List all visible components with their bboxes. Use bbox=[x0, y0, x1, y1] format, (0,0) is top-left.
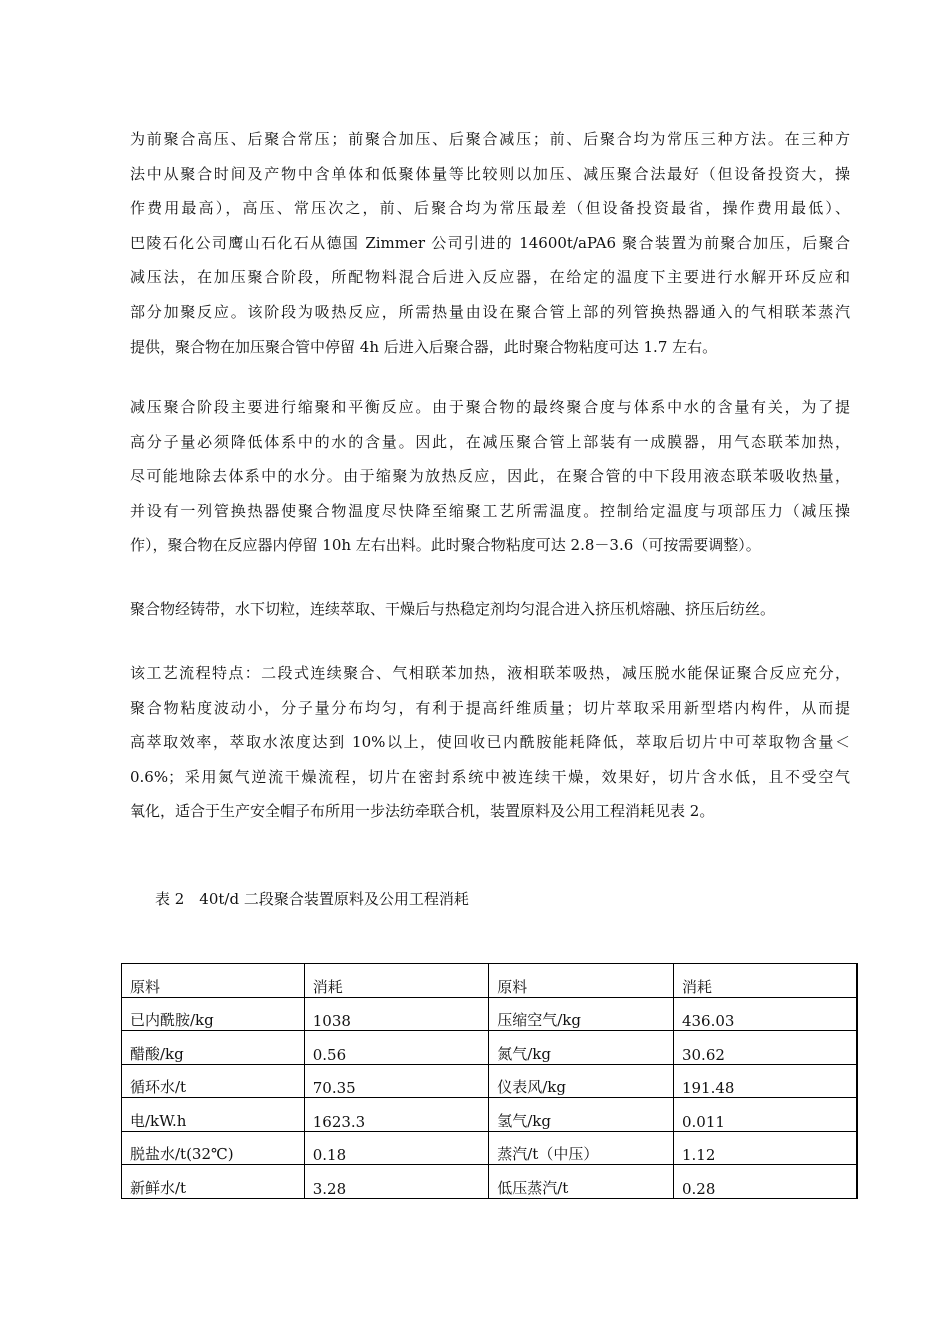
text-line: 法中从聚合时间及产物中含单体和低聚体量等比较则以加压、减压聚合法最好（但设备投资大，操 bbox=[130, 164, 850, 183]
text-line: 减压聚合阶段主要进行缩聚和平衡反应。由于聚合物的最终聚合度与体系中水的含量有关，为了提 bbox=[130, 398, 850, 416]
text-line: 为前聚合高压、后聚合常压；前聚合加压、后聚合减压；前、后聚合均为常压三种方法。在三种方 bbox=[130, 130, 850, 148]
text-line: 氧化，适合于生产安全帽子布所用一步法纺牵联合机，装置原料及公用工程消耗见表 2。 bbox=[130, 802, 715, 821]
table-row bbox=[122, 997, 858, 1031]
material-cell: 氮气/kg bbox=[489, 1031, 674, 1065]
paragraph-casting-spinning bbox=[130, 592, 850, 627]
material-cell: 低压蒸汽/t bbox=[489, 1165, 674, 1199]
consumption-cell: 30.62 bbox=[673, 1031, 857, 1065]
material-cell: 醋酸/kg bbox=[122, 1031, 305, 1065]
paragraph-process-features bbox=[130, 656, 850, 829]
text-line: 聚合物经铸带，水下切粒，连续萃取、干燥后与热稳定剂均匀混合进入挤压机熔融、挤压后纺丝。 bbox=[130, 600, 776, 618]
material-cell: 脱盐水/t(32℃) bbox=[122, 1131, 305, 1165]
material-cell: 已内酰胺/kg bbox=[122, 997, 305, 1031]
text-line: 尽可能地除去体系中的水分。由于缩聚为放热反应，因此，在聚合管的中下段用液态联苯吸收热量， bbox=[130, 467, 850, 486]
text-line: 提供，聚合物在加压聚合管中停留 4h 后进入后聚合器，此时聚合物粘度可达 1.7 左右。 bbox=[130, 337, 718, 356]
material-cell: 循环水/t bbox=[122, 1064, 305, 1098]
text-line: 减压法，在加压聚合阶段，所配物料混合后进入反应器，在给定的温度下主要进行水解开环反应和 bbox=[130, 268, 850, 287]
consumption-cell: 0.28 bbox=[673, 1165, 857, 1199]
consumption-cell: 0.18 bbox=[304, 1131, 489, 1165]
text-line: 高萃取效率，萃取水浓度达到 10%以上，使回收已内酰胺能耗降低，萃取后切片中可萃取物含量＜ bbox=[130, 733, 850, 752]
header-cell: 消耗 bbox=[304, 964, 489, 998]
table-row bbox=[122, 1064, 858, 1098]
text-line: 聚合物粘度波动小，分子量分布均匀，有利于提高纤维质量；切片萃取采用新型塔内构件，从而提 bbox=[130, 698, 850, 717]
consumption-cell: 1623.3 bbox=[304, 1098, 489, 1132]
table-header-row bbox=[122, 964, 858, 998]
consumption-cell: 1038 bbox=[304, 997, 489, 1031]
header-cell: 原料 bbox=[122, 964, 305, 998]
table-row bbox=[122, 1031, 858, 1065]
material-cell: 电/kW.h bbox=[122, 1098, 305, 1132]
text-line: 0.6%；采用氮气逆流干燥流程，切片在密封系统中被连续干燥，效果好，切片含水低，且不受空气 bbox=[130, 767, 850, 786]
material-cell: 氢气/kg bbox=[489, 1098, 674, 1132]
consumption-cell: 0.56 bbox=[304, 1031, 489, 1065]
material-cell: 新鲜水/t bbox=[122, 1165, 305, 1199]
text-line: 作费用最高），高压、常压次之，前、后聚合均为常压最差（但设备投资最省，操作费用最低）、 bbox=[130, 199, 850, 218]
text-line: 巴陵石化公司鹰山石化石从德国 Zimmer 公司引进的 14600t/aPA6 聚合装置为前聚合加压，后聚合 bbox=[130, 233, 850, 252]
header-cell: 原料 bbox=[489, 964, 674, 998]
material-cell: 蒸汽/t（中压） bbox=[489, 1131, 674, 1165]
text-line: 高分子量必须降低体系中的水的含量。因此，在减压聚合管上部装有一成膜器，用气态联苯加热， bbox=[130, 432, 850, 451]
consumption-cell: 1.12 bbox=[673, 1131, 857, 1165]
consumption-cell: 191.48 bbox=[673, 1064, 857, 1098]
consumption-cell: 70.35 bbox=[304, 1064, 489, 1098]
text-line: 并设有一列管换热器使聚合物温度尽快降至缩聚工艺所需温度。控制给定温度与项部压力（减压操 bbox=[130, 501, 850, 520]
table-row bbox=[122, 1165, 858, 1199]
table-row bbox=[122, 1098, 858, 1132]
text-line: 该工艺流程特点：二段式连续聚合、气相联苯加热，液相联苯吸热，减压脱水能保证聚合反应充分， bbox=[130, 664, 850, 682]
text-line: 作），聚合物在反应器内停留 10h 左右出料。此时聚合物粘度可达 2.8－3.6（可按需要调整）。 bbox=[130, 536, 761, 555]
consumption-cell: 3.28 bbox=[304, 1165, 489, 1199]
material-cell: 仪表风/kg bbox=[489, 1064, 674, 1098]
consumption-cell: 436.03 bbox=[673, 997, 857, 1031]
material-cell: 压缩空气/kg bbox=[489, 997, 674, 1031]
consumption-table bbox=[121, 963, 858, 1199]
paragraph-polymerization-methods bbox=[130, 122, 850, 364]
table-caption: 表 2 40t/d 二段聚合装置原料及公用工程消耗 bbox=[155, 890, 469, 908]
consumption-cell: 0.011 bbox=[673, 1098, 857, 1132]
paragraph-vacuum-polymerization bbox=[130, 390, 850, 563]
header-cell: 消耗 bbox=[673, 964, 857, 998]
text-line: 部分加聚反应。该阶段为吸热反应，所需热量由设在聚合管上部的列管换热器通入的气相联苯蒸汽 bbox=[130, 302, 850, 321]
table-row bbox=[122, 1131, 858, 1165]
